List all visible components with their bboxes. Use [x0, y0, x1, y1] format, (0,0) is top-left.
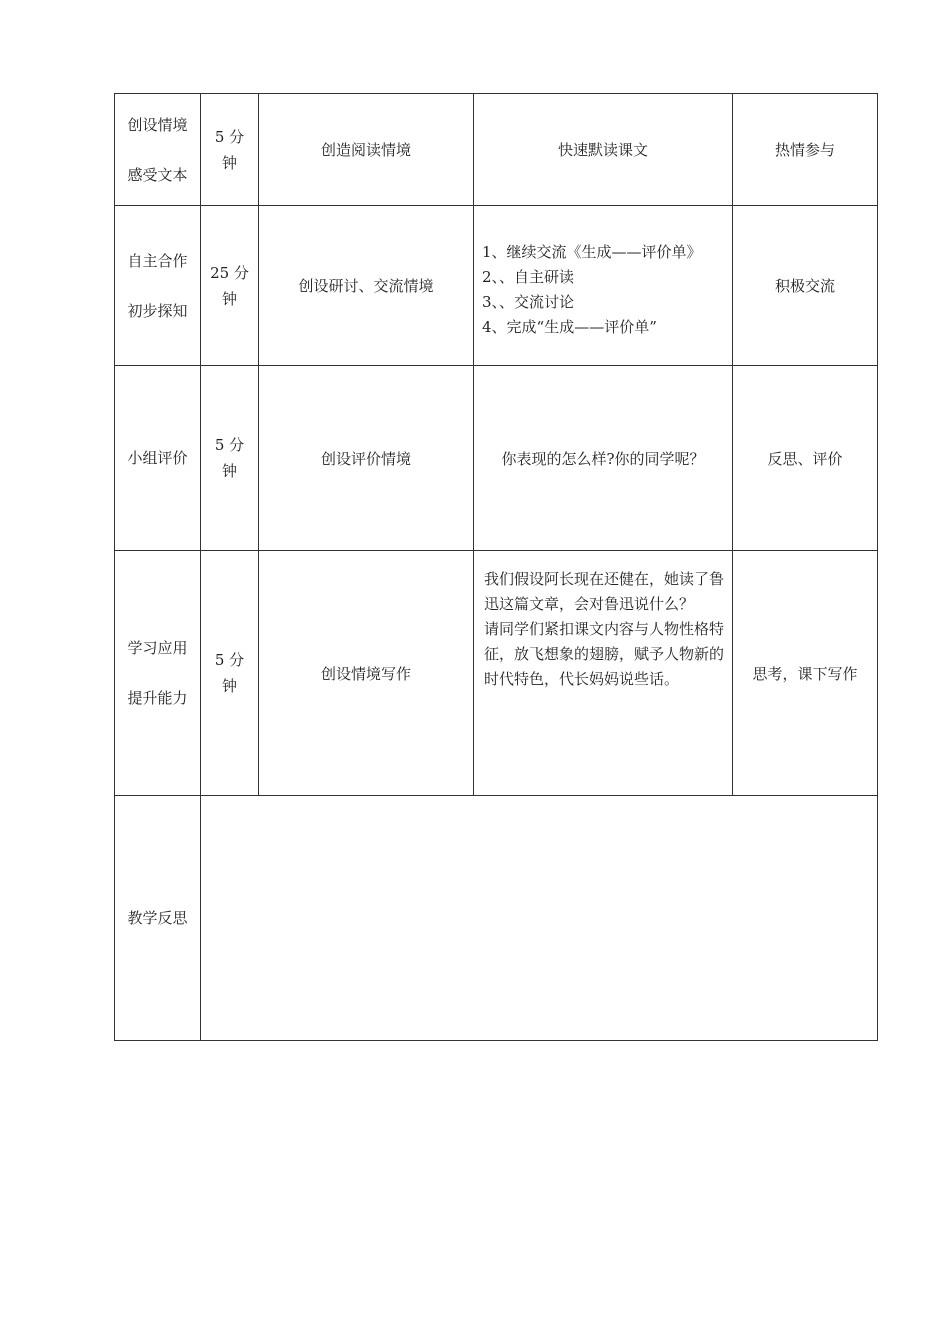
time-line: 钟	[221, 462, 237, 480]
table-row	[115, 94, 878, 206]
reflection-label: 教学反思	[115, 796, 201, 1041]
time-cell	[201, 206, 259, 366]
time-line: 5 分	[214, 436, 245, 454]
stage-line: 自主合作	[127, 251, 188, 270]
stage-line: 小组评价	[127, 449, 188, 467]
teacher-activity-cell: 创设研讨、交流情境	[259, 206, 474, 366]
time-cell	[201, 551, 259, 796]
time-cell	[201, 366, 259, 551]
design-intent-cell: 反思、评价	[733, 366, 878, 551]
time-line: 5 分	[214, 651, 245, 669]
time-line: 钟	[221, 677, 237, 695]
table-row	[115, 206, 878, 366]
teacher-activity-cell: 创设情境写作	[259, 551, 474, 796]
time-line: 5 分	[214, 127, 245, 146]
student-activity-line: 2、、自主研读	[482, 267, 575, 286]
stage-cell	[115, 94, 201, 206]
lesson-plan-table	[114, 93, 878, 1041]
table-row	[115, 551, 878, 796]
stage-line: 感受文本	[127, 165, 188, 184]
time-line: 钟	[221, 153, 237, 172]
stage-cell	[115, 551, 201, 796]
student-activity-line: 3、、交流讨论	[482, 292, 575, 311]
stage-cell	[115, 206, 201, 366]
reflection-content	[201, 796, 878, 1041]
student-activity-cell	[474, 206, 733, 366]
student-activity-cell	[474, 94, 733, 206]
reflection-row	[115, 796, 878, 1041]
stage-cell	[115, 366, 201, 551]
stage-line: 提升能力	[127, 689, 188, 707]
student-activity-line: 快速默读课文	[557, 141, 648, 159]
student-activity-paragraph: 我们假设阿长现在还健在，她读了鲁迅这篇文章，会对鲁迅说什么？	[484, 570, 725, 613]
teacher-activity-cell: 创设评价情境	[259, 366, 474, 551]
table-row	[115, 366, 878, 551]
student-activity-paragraph: 请同学们紧扣课文内容与人物性格特征，放飞想象的翅膀，赋予人物新的时代特色，代长妈妈说些话。	[484, 620, 725, 688]
student-activity-line: 1、继续交流《生成——评价单》	[482, 242, 702, 261]
time-line: 25 分	[210, 263, 249, 282]
student-activity-cell	[474, 366, 733, 551]
time-cell	[201, 94, 259, 206]
student-activity-line: 你表现的怎么样?你的同学呢？	[501, 449, 705, 468]
design-intent-cell: 积极交流	[733, 206, 878, 366]
design-intent-cell: 思考，课下写作	[733, 551, 878, 796]
teacher-activity-cell: 创造阅读情境	[259, 94, 474, 206]
student-activity-line: 4、完成“生成——评价单”	[482, 317, 657, 336]
design-intent-cell: 热情参与	[733, 94, 878, 206]
stage-line: 学习应用	[127, 639, 188, 657]
student-activity-cell	[474, 551, 733, 796]
time-line: 钟	[221, 289, 237, 308]
stage-line: 初步探知	[127, 301, 188, 320]
stage-line: 创设情境	[127, 115, 188, 134]
